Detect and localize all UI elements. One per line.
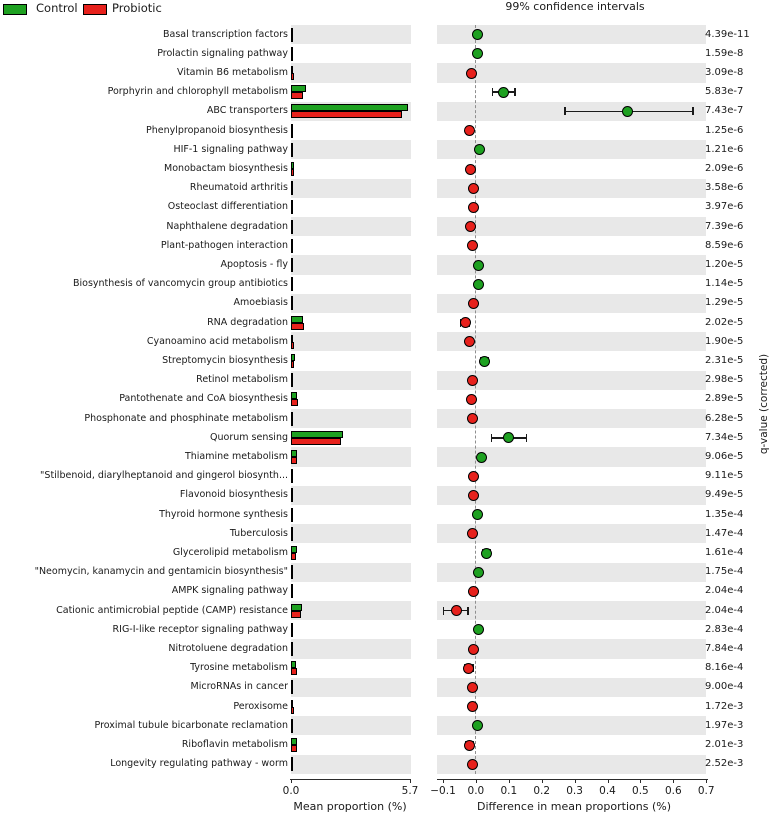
bar-control	[291, 104, 408, 111]
diff-dot-probiotic	[467, 759, 478, 770]
q-value: 3.97e-6	[705, 201, 744, 213]
row-label: Naphthalene degradation	[166, 220, 288, 232]
diff-dot-control	[472, 48, 483, 59]
left-axis-tick-label: 5.7	[401, 785, 419, 797]
row-band-left	[291, 294, 411, 313]
row-band-left	[291, 140, 411, 159]
left-axis-tick	[291, 779, 292, 783]
row-label: Osteoclast differentiation	[167, 201, 288, 213]
bar-probiotic	[291, 419, 293, 426]
q-value: 5.83e-7	[705, 86, 744, 98]
diff-dot-probiotic	[468, 202, 479, 213]
bar-control	[291, 565, 293, 572]
bar-probiotic	[291, 591, 293, 598]
q-value: 1.25e-6	[705, 124, 744, 136]
q-value: 2.02e-5	[705, 316, 744, 328]
right-axis-title: Difference in mean proportions (%)	[477, 800, 671, 813]
q-value: 1.47e-4	[705, 527, 744, 539]
bar-probiotic	[291, 438, 341, 445]
bar-control	[291, 546, 297, 553]
row-label: Plant-pathogen interaction	[160, 239, 288, 251]
diff-dot-control	[481, 548, 492, 559]
bar-control	[291, 719, 293, 726]
diff-dot-control	[503, 432, 514, 443]
diff-dot-control	[473, 624, 484, 635]
diff-dot-probiotic	[464, 125, 475, 136]
row-label: Nitrotoluene degradation	[168, 643, 288, 654]
q-value: 2.31e-5	[705, 355, 744, 366]
row-label: Porphyrin and chlorophyll metabolism	[107, 86, 288, 98]
row-label: Proximal tubule bicarbonate reclamation	[94, 719, 288, 731]
q-value: 2.01e-3	[705, 739, 744, 750]
row-label: Phosphonate and phosphinate metabolism	[84, 412, 288, 424]
left-axis-line	[290, 779, 411, 780]
diff-dot-probiotic	[465, 164, 476, 175]
bar-control	[291, 412, 293, 419]
bar-probiotic	[291, 745, 297, 752]
q-value: 1.29e-5	[705, 297, 744, 309]
bar-control	[291, 28, 293, 35]
bar-control	[291, 277, 293, 284]
diff-dot-probiotic	[468, 644, 479, 655]
diff-dot-control	[473, 260, 484, 271]
row-label: Streptomycin biosynthesis	[162, 355, 288, 366]
row-band-left	[291, 486, 411, 505]
bar-probiotic	[291, 188, 293, 195]
bar-control	[291, 738, 297, 745]
bar-probiotic	[291, 207, 293, 214]
bar-probiotic	[291, 380, 293, 387]
bar-control	[291, 642, 293, 649]
bar-probiotic	[291, 150, 293, 157]
ci-cap-low	[491, 434, 493, 442]
bar-control	[291, 623, 293, 630]
row-label: Flavonoid biosynthesis	[179, 489, 288, 501]
diff-dot-probiotic	[467, 375, 478, 386]
row-label: Thyroid hormone synthesis	[159, 508, 288, 520]
row-label: Prolactin signaling pathway	[157, 47, 288, 59]
bar-control	[291, 181, 293, 188]
row-label: Monobactam biosynthesis	[164, 163, 288, 174]
q-value: 6.28e-5	[705, 412, 744, 424]
bar-probiotic	[291, 611, 301, 618]
left-axis-tick-label: 0.0	[282, 785, 300, 797]
row-label: Peroxisome	[233, 700, 288, 712]
bar-probiotic	[291, 265, 293, 272]
bar-control	[291, 661, 296, 668]
row-label: ABC transporters	[206, 105, 288, 117]
row-band-left	[291, 678, 411, 697]
diff-dot-control	[479, 356, 490, 367]
bar-control	[291, 604, 302, 611]
right-axis-tick-label: 0.2	[533, 785, 551, 797]
row-band-left	[291, 409, 411, 428]
q-value: 3.09e-8	[705, 67, 744, 78]
bar-probiotic	[291, 303, 293, 310]
ci-cap-high	[526, 434, 528, 442]
diff-dot-control	[622, 106, 633, 117]
bar-control	[291, 392, 297, 399]
bar-control	[291, 124, 293, 131]
row-band-left	[291, 639, 411, 658]
row-label: Amoebiasis	[233, 297, 288, 309]
bar-control	[291, 162, 294, 169]
q-value: 1.90e-5	[705, 335, 744, 347]
diff-dot-control	[473, 279, 484, 290]
q-value: 2.52e-3	[705, 758, 744, 770]
row-label: Vitamin B6 metabolism	[177, 67, 288, 78]
q-value: 1.14e-5	[705, 278, 744, 290]
row-label: Retinol metabolism	[196, 374, 288, 386]
row-band-left	[291, 601, 411, 620]
right-axis-tick-label: −0.1	[430, 785, 456, 797]
q-value: 1.35e-4	[705, 508, 744, 520]
row-band-left	[291, 332, 411, 351]
right-axis-tick	[575, 779, 576, 783]
bar-control	[291, 700, 293, 707]
bar-control	[291, 373, 293, 380]
row-label: Quorum sensing	[210, 431, 288, 443]
bar-control	[291, 239, 293, 246]
row-label: "Neomycin, kanamycin and gentamicin biosynthesis"	[34, 566, 288, 578]
right-axis-tick	[542, 779, 543, 783]
bar-control	[291, 450, 297, 457]
bar-control	[291, 47, 293, 54]
diff-dot-probiotic	[468, 490, 479, 501]
q-value: 8.16e-4	[705, 662, 744, 674]
bar-probiotic	[291, 54, 293, 61]
row-band-left	[291, 563, 411, 582]
row-label: AMPK signaling pathway	[171, 585, 288, 597]
bar-control	[291, 316, 303, 323]
diff-dot-probiotic	[467, 682, 478, 693]
right-axis-tick	[443, 779, 444, 783]
q-value: 1.20e-5	[705, 259, 744, 270]
bar-probiotic	[291, 572, 293, 579]
legend-control-swatch	[3, 4, 27, 15]
bar-probiotic	[291, 707, 294, 714]
bar-control	[291, 85, 306, 92]
bar-control	[291, 296, 293, 303]
bar-control	[291, 584, 293, 591]
row-band-right	[437, 601, 706, 620]
right-axis-tick	[509, 779, 510, 783]
diff-dot-probiotic	[464, 740, 475, 751]
diff-dot-probiotic	[467, 701, 478, 712]
diff-dot-control	[473, 567, 484, 578]
row-band-left	[291, 179, 411, 198]
bar-probiotic	[291, 35, 293, 42]
bar-probiotic	[291, 111, 402, 118]
q-value-axis-label: q-value (corrected)	[758, 353, 770, 455]
q-value: 1.61e-4	[705, 547, 744, 558]
row-label: MicroRNAs in cancer	[190, 681, 288, 693]
diff-dot-probiotic	[466, 68, 477, 79]
diff-dot-probiotic	[460, 317, 471, 328]
q-value: 9.06e-5	[705, 451, 744, 462]
bar-probiotic	[291, 169, 294, 176]
q-value: 1.59e-8	[705, 47, 744, 59]
legend-probiotic-swatch	[83, 4, 107, 15]
bar-probiotic	[291, 227, 293, 234]
legend-control-label: Control	[36, 1, 78, 15]
bar-probiotic	[291, 323, 304, 330]
row-label: Glycerolipid metabolism	[172, 547, 288, 558]
row-band-left	[291, 255, 411, 274]
q-value: 7.43e-7	[705, 105, 744, 117]
q-value: 2.09e-6	[705, 163, 744, 174]
row-label: Pantothenate and CoA biosynthesis	[119, 393, 288, 405]
ci-cap-low	[492, 88, 494, 96]
row-label: Thiamine metabolism	[184, 451, 288, 462]
bar-control	[291, 488, 293, 495]
bar-probiotic	[291, 246, 293, 253]
q-value: 7.84e-4	[705, 643, 744, 654]
bar-probiotic	[291, 515, 293, 522]
right-axis-tick	[706, 779, 707, 783]
row-label: Biosynthesis of vancomycin group antibiotics	[72, 278, 288, 290]
row-label: RNA degradation	[207, 316, 288, 328]
bar-probiotic	[291, 553, 296, 560]
q-value: 4.39e-11	[705, 28, 750, 40]
row-band-right	[437, 332, 706, 351]
right-axis-tick-label: 0.4	[599, 785, 616, 797]
bar-probiotic	[291, 73, 294, 80]
bar-probiotic	[291, 284, 293, 291]
row-label: Phenylpropanoid biosynthesis	[146, 124, 288, 136]
diff-dot-probiotic	[468, 183, 479, 194]
bar-probiotic	[291, 630, 293, 637]
row-label: RIG-I-like receptor signaling pathway	[112, 623, 288, 635]
bar-control	[291, 354, 295, 361]
row-label: Rheumatoid arthritis	[189, 182, 288, 194]
row-band-right	[437, 217, 706, 236]
q-value: 1.75e-4	[705, 566, 744, 578]
right-axis-tick	[608, 779, 609, 783]
right-axis-tick-label: 0.6	[664, 785, 682, 797]
diff-dot-control	[498, 87, 509, 98]
ci-cap-high	[692, 107, 694, 115]
confidence-interval-title: 99% confidence intervals	[505, 0, 645, 13]
right-axis-tick	[673, 779, 674, 783]
q-value: 2.89e-5	[705, 393, 744, 405]
q-value: 8.59e-6	[705, 239, 744, 251]
bar-control	[291, 757, 293, 764]
row-band-left	[291, 217, 411, 236]
row-label: "Stilbenoid, diarylheptanoid and gingerol biosynth...	[40, 470, 288, 482]
row-band-left	[291, 447, 411, 466]
row-band-left	[291, 755, 411, 774]
right-axis-tick-label: 0.7	[697, 785, 715, 797]
bar-control	[291, 335, 293, 342]
q-value: 2.04e-4	[705, 604, 744, 616]
ci-cap-low	[443, 607, 445, 615]
ci-cap-low	[564, 107, 566, 115]
row-label: Longevity regulating pathway - worm	[110, 758, 288, 770]
right-axis-tick-label: 0.0	[467, 785, 485, 797]
bar-control	[291, 469, 293, 476]
bar-control	[291, 508, 293, 515]
bar-probiotic	[291, 361, 294, 368]
bar-probiotic	[291, 668, 297, 675]
q-value: 1.97e-3	[705, 719, 744, 731]
row-band-right	[437, 63, 706, 82]
q-value: 1.72e-3	[705, 700, 744, 712]
q-value: 2.04e-4	[705, 585, 744, 597]
bar-probiotic	[291, 687, 293, 694]
bar-probiotic	[291, 476, 293, 483]
bar-control	[291, 680, 293, 687]
row-band-left	[291, 524, 411, 543]
bar-control	[291, 258, 293, 265]
diff-dot-control	[472, 509, 483, 520]
row-band-left	[291, 716, 411, 735]
bar-control	[291, 200, 293, 207]
bar-control	[291, 431, 343, 438]
row-label: Riboflavin metabolism	[181, 739, 288, 750]
left-axis-tick	[410, 779, 411, 783]
right-axis-tick	[640, 779, 641, 783]
bar-probiotic	[291, 726, 293, 733]
row-label: HIF-1 signaling pathway	[173, 143, 288, 155]
row-label: Apoptosis - fly	[220, 259, 288, 270]
bar-control	[291, 527, 293, 534]
right-axis-tick-label: 0.5	[632, 785, 649, 797]
row-label: Cationic antimicrobial peptide (CAMP) resistance	[56, 604, 288, 616]
q-value: 9.00e-4	[705, 681, 744, 693]
diff-dot-probiotic	[467, 240, 478, 251]
bar-probiotic	[291, 131, 293, 138]
left-axis-title: Mean proportion (%)	[293, 800, 407, 813]
bar-probiotic	[291, 534, 293, 541]
bar-control	[291, 143, 293, 150]
ci-cap-high	[467, 607, 469, 615]
bar-control	[291, 66, 293, 73]
row-band-left	[291, 63, 411, 82]
row-label: Basal transcription factors	[163, 28, 288, 40]
diff-dot-probiotic	[468, 586, 479, 597]
bar-probiotic	[291, 92, 303, 99]
bar-probiotic	[291, 399, 298, 406]
diff-dot-probiotic	[468, 471, 479, 482]
q-value: 2.83e-4	[705, 623, 744, 635]
q-value: 9.11e-5	[705, 470, 744, 482]
bar-probiotic	[291, 495, 293, 502]
row-label: Cyanoamino acid metabolism	[146, 335, 288, 347]
diff-dot-control	[476, 452, 487, 463]
q-value: 7.34e-5	[705, 431, 744, 443]
right-axis-tick-label: 0.3	[566, 785, 583, 797]
right-axis-tick-label: 0.1	[500, 785, 518, 797]
bar-probiotic	[291, 764, 293, 771]
q-value: 1.21e-6	[705, 143, 744, 155]
row-band-left	[291, 371, 411, 390]
bar-probiotic	[291, 457, 297, 464]
q-value: 3.58e-6	[705, 182, 744, 194]
q-value: 2.98e-5	[705, 374, 744, 386]
row-band-left	[291, 25, 411, 44]
row-label: Tuberculosis	[229, 527, 288, 539]
row-label: Tyrosine metabolism	[190, 662, 288, 674]
q-value: 9.49e-5	[705, 489, 744, 501]
right-axis-line	[437, 779, 708, 780]
bar-probiotic	[291, 649, 293, 656]
bar-probiotic	[291, 342, 294, 349]
q-value: 7.39e-6	[705, 220, 744, 232]
ci-cap-high	[514, 88, 516, 96]
bar-control	[291, 220, 293, 227]
right-axis-tick	[476, 779, 477, 783]
legend-probiotic-label: Probiotic	[112, 1, 162, 15]
diff-dot-probiotic	[451, 605, 462, 616]
